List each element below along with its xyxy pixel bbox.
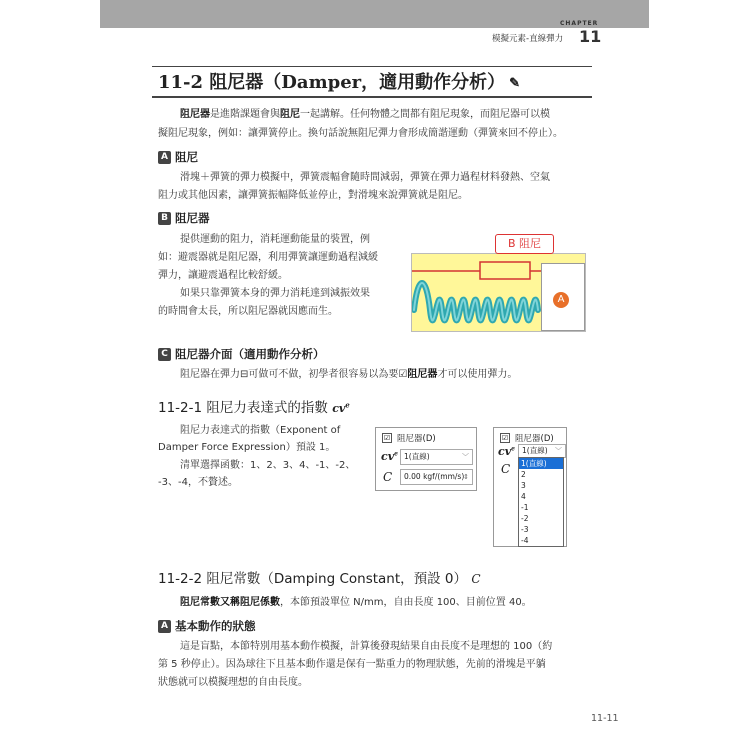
panel-left-title: 阻尼器(D) <box>397 434 436 444</box>
part-a2-line-2: 第 5 秒停止）。因為球往下且基本動作還是保有一點重力的物理狀態，先前的滑塊是平躺 <box>158 659 546 670</box>
cv-icon-left: $cv^e$ <box>381 450 398 463</box>
section-title <box>158 68 520 94</box>
part-c-bold: 阻尼器 <box>407 369 438 380</box>
dropdown-option[interactable]: -4 <box>521 536 529 545</box>
intro-line-1 <box>180 105 550 124</box>
part-a2-line-3: 狀態就可以模擬理想的自由長度。 <box>158 677 308 688</box>
part-c-line-1 <box>180 365 517 384</box>
badge-c: C <box>158 348 171 361</box>
panel-left-header <box>382 432 436 444</box>
part-b-title: 阻尼器 <box>175 211 210 225</box>
chevron-down-icon: ﹀ <box>555 447 562 455</box>
c-label-right: C <box>501 462 511 476</box>
badge-a: A <box>158 151 171 164</box>
intro-bold-damper: 阻尼器 <box>180 109 210 120</box>
sub2-title <box>158 567 481 587</box>
intro-text-2: 一起講解。任何物體之間都有阻尼現象，而阻尼器可以模 <box>300 109 550 120</box>
part-c-header <box>158 346 325 362</box>
part-a2-header <box>158 618 256 634</box>
part-b-line-5: 的時間會太長，所以阻尼器就因應而生。 <box>158 306 338 317</box>
sub1-title-text: 11-2-1 阻尼力表達式的指數 <box>158 400 328 416</box>
callout-damper: B 阻尼 <box>495 234 554 254</box>
dropdown-option[interactable]: 2 <box>521 470 526 479</box>
part-a-line-1: 滑塊＋彈簧的彈力模擬中，彈簧震幅會隨時間減弱，彈簧在彈力過程材料發熱、空氣 <box>180 172 550 183</box>
damper-panel-right <box>493 427 567 547</box>
title-rule-top <box>152 66 592 67</box>
cv-symbol-icon <box>332 402 350 415</box>
sub1-line-2: Damper Force Expression）預設 1。 <box>158 442 336 453</box>
part-a2-title: 基本動作的狀態 <box>175 619 256 633</box>
dropdown-option[interactable]: 3 <box>521 481 526 490</box>
part-b-header <box>158 210 210 226</box>
exponent-select-right[interactable] <box>518 444 566 458</box>
badge-a2: A <box>158 620 171 633</box>
chapter-number: 11 <box>579 27 602 46</box>
part-c-text-1: 阻尼器在彈力⊟可做可不做，初學者很容易以為要☑ <box>180 369 408 380</box>
cv-icon-right: $cv^e$ <box>498 445 515 458</box>
part-c-text-2: 才可以使用彈力。 <box>437 369 518 380</box>
dropdown-option[interactable]: -1 <box>521 503 529 512</box>
sub2-bold: 阻尼常數又稱阻尼係數 <box>180 597 280 608</box>
part-b-line-1: 提供運動的阻力，消耗運動能量的裝置，例 <box>180 234 370 245</box>
exponent-select-left[interactable] <box>400 449 473 465</box>
sub1-line-1: 阻尼力表達式的指數（Exponent of <box>180 425 341 436</box>
damper-checkbox-right[interactable]: ☑ <box>501 434 509 442</box>
damper-panel-left <box>375 427 477 491</box>
c-label-left: C <box>383 470 393 484</box>
dropdown-option[interactable]: 4 <box>521 492 526 501</box>
page-number: 11-11 <box>591 713 619 724</box>
cv-symbol: cv <box>332 402 346 415</box>
exponent-value-right: 1(直線) <box>522 446 548 455</box>
c-symbol: C <box>471 572 481 586</box>
part-c-title: 阻尼器介面（適用動作分析） <box>175 347 325 361</box>
sub1-title <box>158 396 350 416</box>
damping-value-left: 0.00 kgf/(mm/s) <box>404 472 465 481</box>
title-rule-bottom <box>152 96 592 98</box>
part-a-line-2: 阻力或其他因素，讓彈簧振幅降低並停止，對滑塊來說彈簧就是阻尼。 <box>158 190 468 201</box>
exponent-dropdown-list <box>518 457 564 547</box>
sub2-text: ，本節預設單位 N/mm，自由長度 100、目前位置 40。 <box>280 597 532 608</box>
intro-bold-damping: 阻尼 <box>280 109 300 120</box>
part-b-line-2: 如：避震器就是阻尼器，利用彈簧讓運動過程減緩 <box>158 252 378 263</box>
chapter-label: CHAPTER <box>560 20 599 27</box>
sub2-title-text: 11-2-2 阻尼常數（Damping Constant，預設 0） <box>158 571 468 587</box>
part-a-header <box>158 149 198 165</box>
damper-body <box>480 262 530 279</box>
sub2-line-1 <box>180 593 532 612</box>
intro-line-2: 擬阻尼現象，例如：讓彈簧停止。換句話說無阻尼彈力會形成簡諧運動（彈簧來回不停止）。 <box>158 128 563 139</box>
part-a-title: 阻尼 <box>175 150 198 164</box>
damper-checkbox-left[interactable]: ☑ <box>383 434 391 442</box>
badge-b: B <box>158 212 171 225</box>
chapter-title: 模擬元素-直線彈力 <box>492 34 564 44</box>
chevron-down-icon: ﹀ <box>462 453 469 461</box>
spinner-icon: ⇕ <box>463 473 469 481</box>
dropdown-option[interactable]: -2 <box>521 514 529 523</box>
section-title-text: 11-2 阻尼器（Damper，適用動作分析） <box>158 72 506 93</box>
panel-right-title: 阻尼器(D) <box>515 434 554 444</box>
pencil-icon: ✎ <box>509 75 521 91</box>
panel-right-header <box>500 432 554 444</box>
cv-symbol-sup: e <box>345 400 350 410</box>
intro-text-1: 是進階課題會與 <box>210 109 280 120</box>
dropdown-option[interactable]: 1(直線) <box>519 458 563 469</box>
damping-input-left[interactable] <box>400 469 473 485</box>
dropdown-option[interactable]: -3 <box>521 525 529 534</box>
part-b-line-3: 彈力，讓避震過程比較舒緩。 <box>158 270 288 281</box>
sub1-line-4: -3、-4，不贅述。 <box>158 477 238 488</box>
part-a2-line-1: 這是盲點，本節特別用基本動作模擬，計算後發現結果自由長度不是理想的 100（約 <box>180 641 553 652</box>
exponent-value-left: 1(直線) <box>404 452 430 461</box>
part-b-line-4: 如果只靠彈簧本身的彈力消耗達到減振效果 <box>180 288 370 299</box>
sub1-line-3: 清單選擇函數：1、2、3、4、-1、-2、 <box>180 460 356 471</box>
marker-a: A <box>553 292 569 308</box>
